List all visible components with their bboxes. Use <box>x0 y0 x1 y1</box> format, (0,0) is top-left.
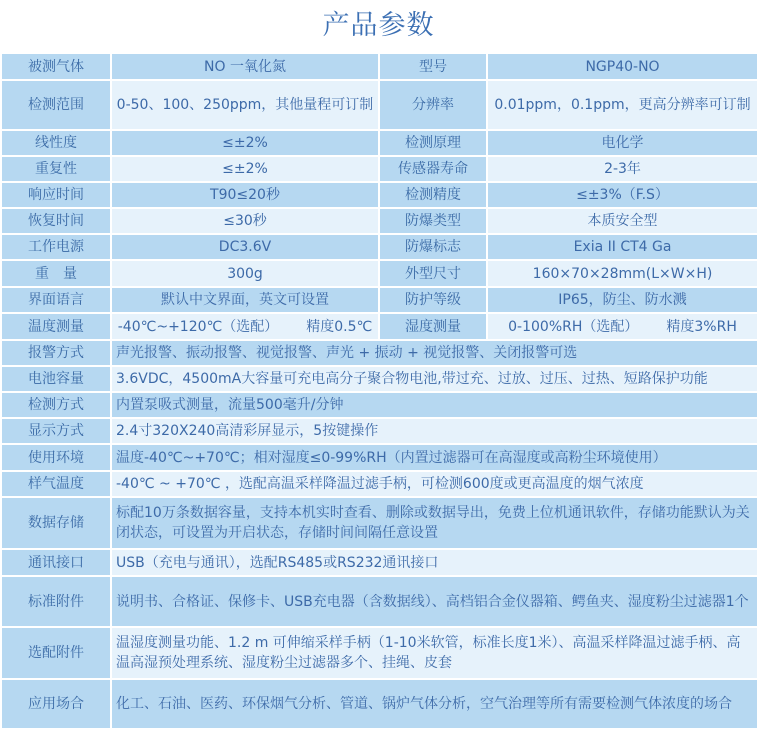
table-row <box>1 679 757 729</box>
row-value: 化工、石油、医药、环保烟气分析、管道、锅炉气体分析，空气治理等所有需要检测气体浓度的场合 <box>111 679 757 729</box>
row-label: 工作电源 <box>1 234 111 260</box>
table-row <box>1 340 757 366</box>
table-row <box>1 471 757 497</box>
table-row <box>1 53 757 80</box>
row-label: 被测气体 <box>1 53 111 80</box>
table-row <box>1 366 757 392</box>
row-value: ≤±2% <box>111 156 379 182</box>
row-label: 型号 <box>379 53 487 80</box>
row-value: 电化学 <box>487 130 757 156</box>
table-row <box>1 287 757 313</box>
humidity-accuracy: 精度3%RH <box>666 318 737 335</box>
row-label: 显示方式 <box>1 418 111 444</box>
row-label: 检测精度 <box>379 182 487 208</box>
row-value: 温度-40℃~+70℃；相对湿度≤0-99%RH（内置过滤器可在高湿度或高粉尘环境使用） <box>111 444 757 471</box>
row-value: 内置泵吸式测量，流量500毫升/分钟 <box>111 392 757 418</box>
row-label: 应用场合 <box>1 679 111 729</box>
row-value: T90≤20秒 <box>111 182 379 208</box>
row-label: 使用环境 <box>1 444 111 471</box>
table-row <box>1 444 757 471</box>
row-value: 2-3年 <box>487 156 757 182</box>
row-value: USB（充电与通讯），选配RS485或RS232通讯接口 <box>111 549 757 576</box>
table-row <box>1 392 757 418</box>
row-label: 界面语言 <box>1 287 111 313</box>
row-label: 标准附件 <box>1 576 111 627</box>
table-row <box>1 156 757 182</box>
row-value: NGP40-NO <box>487 53 757 80</box>
row-value: 温湿度测量功能、1.2 m 可伸缩采样手柄（1-10米软管，标准长度1米）、高温采样降温过滤手柄、高温高湿预处理系统、湿度粉尘过滤器多个、挂绳、皮套 <box>111 627 757 679</box>
table-row <box>1 576 757 627</box>
row-label: 选配附件 <box>1 627 111 679</box>
table-row <box>1 549 757 576</box>
row-label: 检测原理 <box>379 130 487 156</box>
row-value: DC3.6V <box>111 234 379 260</box>
row-label: 检测方式 <box>1 392 111 418</box>
row-label: 重 量 <box>1 260 111 287</box>
row-value: 说明书、合格证、保修卡、USB充电器（含数据线）、高档铝合金仪器箱、鳄鱼夹、湿度粉尘过滤器1个 <box>111 576 757 627</box>
row-label: 报警方式 <box>1 340 111 366</box>
row-value: 300g <box>111 260 379 287</box>
table-row <box>1 313 757 340</box>
row-label: 数据存储 <box>1 497 111 549</box>
row-label: 电池容量 <box>1 366 111 392</box>
row-label: 样气温度 <box>1 471 111 497</box>
row-label: 防爆标志 <box>379 234 487 260</box>
row-label: 检测范围 <box>1 80 111 130</box>
row-value: 本质安全型 <box>487 208 757 234</box>
row-label: 温度测量 <box>1 313 111 340</box>
spec-table <box>0 52 757 730</box>
row-value: 3.6VDC，4500mA大容量可充电高分子聚合物电池,带过充、过放、过压、过热、短路保护功能 <box>111 366 757 392</box>
table-row <box>1 497 757 549</box>
page-title: 产品参数 <box>322 10 435 41</box>
row-label: 分辨率 <box>379 80 487 130</box>
row-value: 标配10万条数据容量，支持本机实时查看、删除或数据导出，免费上位机通讯软件，存储功能默认为关闭状态，可设置为开启状态，存储时间间隔任意设置 <box>111 497 757 549</box>
table-row <box>1 130 757 156</box>
humidity-range: 0-100%RH（选配） <box>508 318 639 335</box>
table-row <box>1 234 757 260</box>
table-row <box>1 208 757 234</box>
row-label: 线性度 <box>1 130 111 156</box>
row-label: 重复性 <box>1 156 111 182</box>
row-value: NO 一氧化氮 <box>111 53 379 80</box>
row-value: IP65，防尘、防水溅 <box>487 287 757 313</box>
row-value: 0-50、100、250ppm，其他量程可订制 <box>111 80 379 130</box>
row-value <box>111 313 379 340</box>
temperature-range: -40℃~+120℃（选配） <box>117 318 279 335</box>
row-value: -40℃ ~ +70℃ ，选配高温采样降温过滤手柄，可检测600度或更高温度的烟气浓度 <box>111 471 757 497</box>
row-value: 声光报警、振动报警、视觉报警、声光 + 振动 + 视觉报警、关闭报警可选 <box>111 340 757 366</box>
table-row <box>1 418 757 444</box>
table-row <box>1 182 757 208</box>
row-label: 防爆类型 <box>379 208 487 234</box>
row-value: 默认中文界面，英文可设置 <box>111 287 379 313</box>
row-value: 160×70×28mm(L×W×H) <box>487 260 757 287</box>
row-value: ≤30秒 <box>111 208 379 234</box>
row-value: Exia II CT4 Ga <box>487 234 757 260</box>
temperature-accuracy: 精度0.5℃ <box>306 318 373 335</box>
row-label: 恢复时间 <box>1 208 111 234</box>
table-row <box>1 260 757 287</box>
row-label: 通讯接口 <box>1 549 111 576</box>
row-label: 湿度测量 <box>379 313 487 340</box>
row-value <box>487 313 757 340</box>
row-label: 防护等级 <box>379 287 487 313</box>
row-value: 2.4寸320X240高清彩屏显示，5按键操作 <box>111 418 757 444</box>
row-value: ≤±3%（F.S） <box>487 182 757 208</box>
row-label: 传感器寿命 <box>379 156 487 182</box>
row-label: 响应时间 <box>1 182 111 208</box>
row-label: 外型尺寸 <box>379 260 487 287</box>
table-row <box>1 627 757 679</box>
row-value: 0.01ppm，0.1ppm，更高分辨率可订制 <box>487 80 757 130</box>
row-value: ≤±2% <box>111 130 379 156</box>
table-row <box>1 80 757 130</box>
